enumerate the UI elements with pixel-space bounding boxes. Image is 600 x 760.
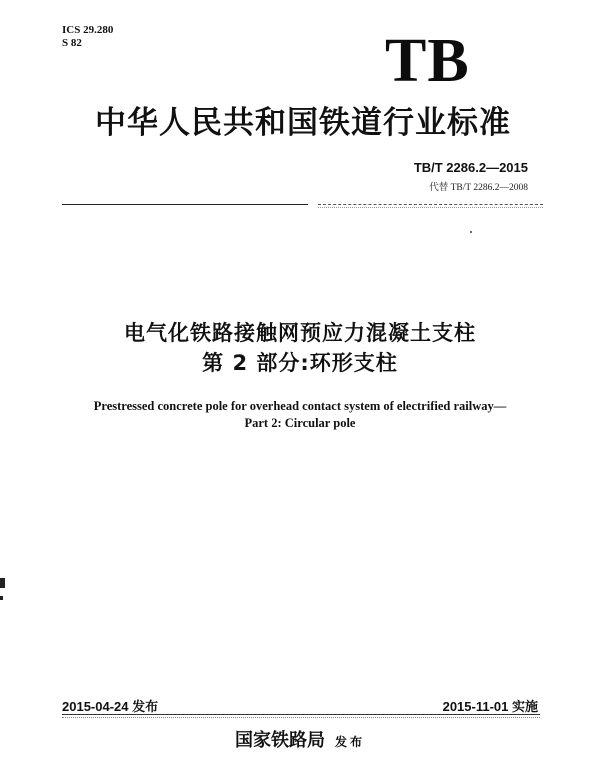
publisher-name: 国家铁路局	[234, 730, 325, 751]
footer-rule-dotted	[62, 717, 540, 718]
chinese-title-line-1: 电气化铁路接触网预应力混凝土支柱	[124, 321, 476, 345]
tb-logo: TB	[385, 27, 470, 95]
ics-code: ICS 29.280	[62, 24, 114, 36]
classification-codes	[62, 24, 113, 50]
chinese-title	[0, 318, 600, 378]
scan-edge-mark	[0, 578, 5, 588]
class-code: S 82	[62, 37, 82, 49]
org-title: 中华人民共和国铁道行业标准	[95, 105, 511, 141]
english-title	[0, 398, 600, 432]
publisher-suffix: 发布	[334, 735, 365, 749]
english-title-line-1: Prestressed concrete pole for overhead contact system of electrified railway—	[93, 399, 507, 413]
issue-date: 2015-04-24 发布	[62, 699, 159, 714]
replaces-note: 代替 TB/T 2286.2—2008	[429, 183, 528, 193]
publisher	[0, 729, 600, 754]
scan-speck	[470, 231, 472, 233]
english-title-line-2: Part 2: Circular pole	[244, 416, 356, 430]
header-rule-right	[318, 204, 543, 205]
standard-number: TB/T 2286.2—2015	[413, 160, 528, 175]
header-rule-left	[62, 204, 308, 205]
scan-edge-mark-small	[0, 596, 3, 600]
implementation-date: 2015-11-01 实施	[442, 699, 538, 714]
chinese-title-line-2: 第 2 部分:环形支柱	[202, 351, 398, 375]
footer-rule	[62, 714, 540, 715]
header-rule-right-dotted	[318, 207, 543, 208]
